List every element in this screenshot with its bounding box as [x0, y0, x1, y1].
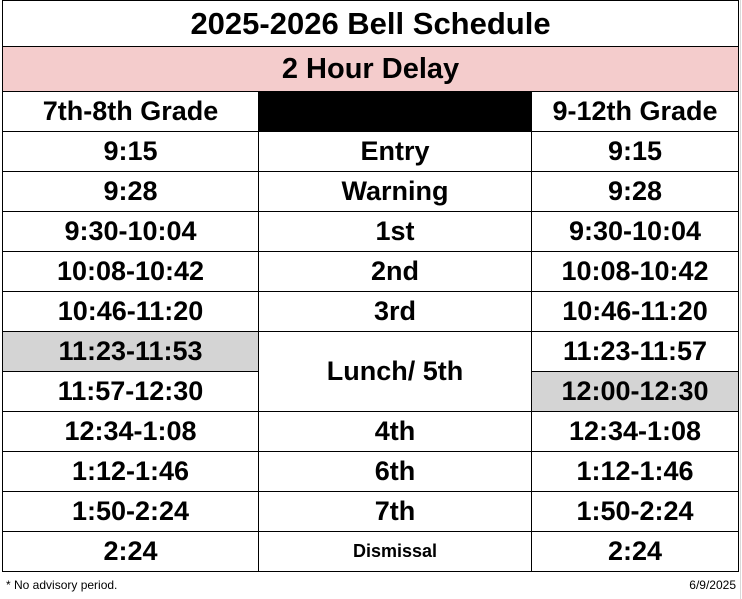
time-cell-9-12: 9:15: [532, 132, 739, 172]
period-cell: 4th: [259, 412, 532, 452]
period-cell: 7th: [259, 492, 532, 532]
table-row: [3, 132, 739, 172]
time-cell-7-8: 1:12-1:46: [3, 452, 259, 492]
time-cell-7-8: 10:46-11:20: [3, 292, 259, 332]
period-cell: 1st: [259, 212, 532, 252]
time-cell-7-8: 12:34-1:08: [3, 412, 259, 452]
time-cell-7-8: 1:50-2:24: [3, 492, 259, 532]
footer-date: 6/9/2025: [689, 578, 736, 592]
header-row: [3, 92, 739, 132]
lunch-time-7-8-b: 11:57-12:30: [3, 372, 259, 412]
time-cell-9-12: 9:28: [532, 172, 739, 212]
time-cell-9-12: 2:24: [532, 532, 739, 572]
header-middle-blank: [259, 92, 532, 132]
period-cell: Entry: [259, 132, 532, 172]
footer-note: * No advisory period.: [6, 578, 118, 592]
table-row: [3, 412, 739, 452]
time-cell-9-12: 12:34-1:08: [532, 412, 739, 452]
time-cell-9-12: 1:50-2:24: [532, 492, 739, 532]
period-cell: Warning: [259, 172, 532, 212]
lunch-row-a: [3, 332, 739, 372]
lunch-time-7-8-a: 11:23-11:53: [3, 332, 259, 372]
header-grade-9-12: 9-12th Grade: [532, 92, 739, 132]
dismissal-label: Dismissal: [259, 532, 532, 572]
time-cell-7-8: 10:08-10:42: [3, 252, 259, 292]
lunch-time-9-12-b: 12:00-12:30: [532, 372, 739, 412]
table-row: [3, 292, 739, 332]
lunch-period-cell: Lunch/ 5th: [259, 332, 532, 412]
table-row: [3, 252, 739, 292]
schedule-title: 2025-2026 Bell Schedule: [3, 1, 739, 47]
footer: [4, 578, 738, 594]
time-cell-9-12: 1:12-1:46: [532, 452, 739, 492]
time-cell-7-8: 9:28: [3, 172, 259, 212]
bell-schedule-sheet: [2, 0, 738, 575]
time-cell-7-8: 9:15: [3, 132, 259, 172]
time-cell-7-8: 2:24: [3, 532, 259, 572]
header-grade-7-8: 7th-8th Grade: [3, 92, 259, 132]
time-cell-7-8: 9:30-10:04: [3, 212, 259, 252]
period-cell: 2nd: [259, 252, 532, 292]
time-cell-9-12: 10:46-11:20: [532, 292, 739, 332]
sheet-edge-divider: [740, 0, 741, 599]
schedule-subtitle: 2 Hour Delay: [3, 47, 739, 92]
table-row: [3, 212, 739, 252]
table-row: [3, 492, 739, 532]
dismissal-row: [3, 532, 739, 572]
table-row: [3, 172, 739, 212]
bell-schedule-table: [2, 0, 739, 572]
time-cell-9-12: 9:30-10:04: [532, 212, 739, 252]
time-cell-9-12: 10:08-10:42: [532, 252, 739, 292]
table-row: [3, 452, 739, 492]
period-cell: 3rd: [259, 292, 532, 332]
period-cell: 6th: [259, 452, 532, 492]
lunch-time-9-12-a: 11:23-11:57: [532, 332, 739, 372]
